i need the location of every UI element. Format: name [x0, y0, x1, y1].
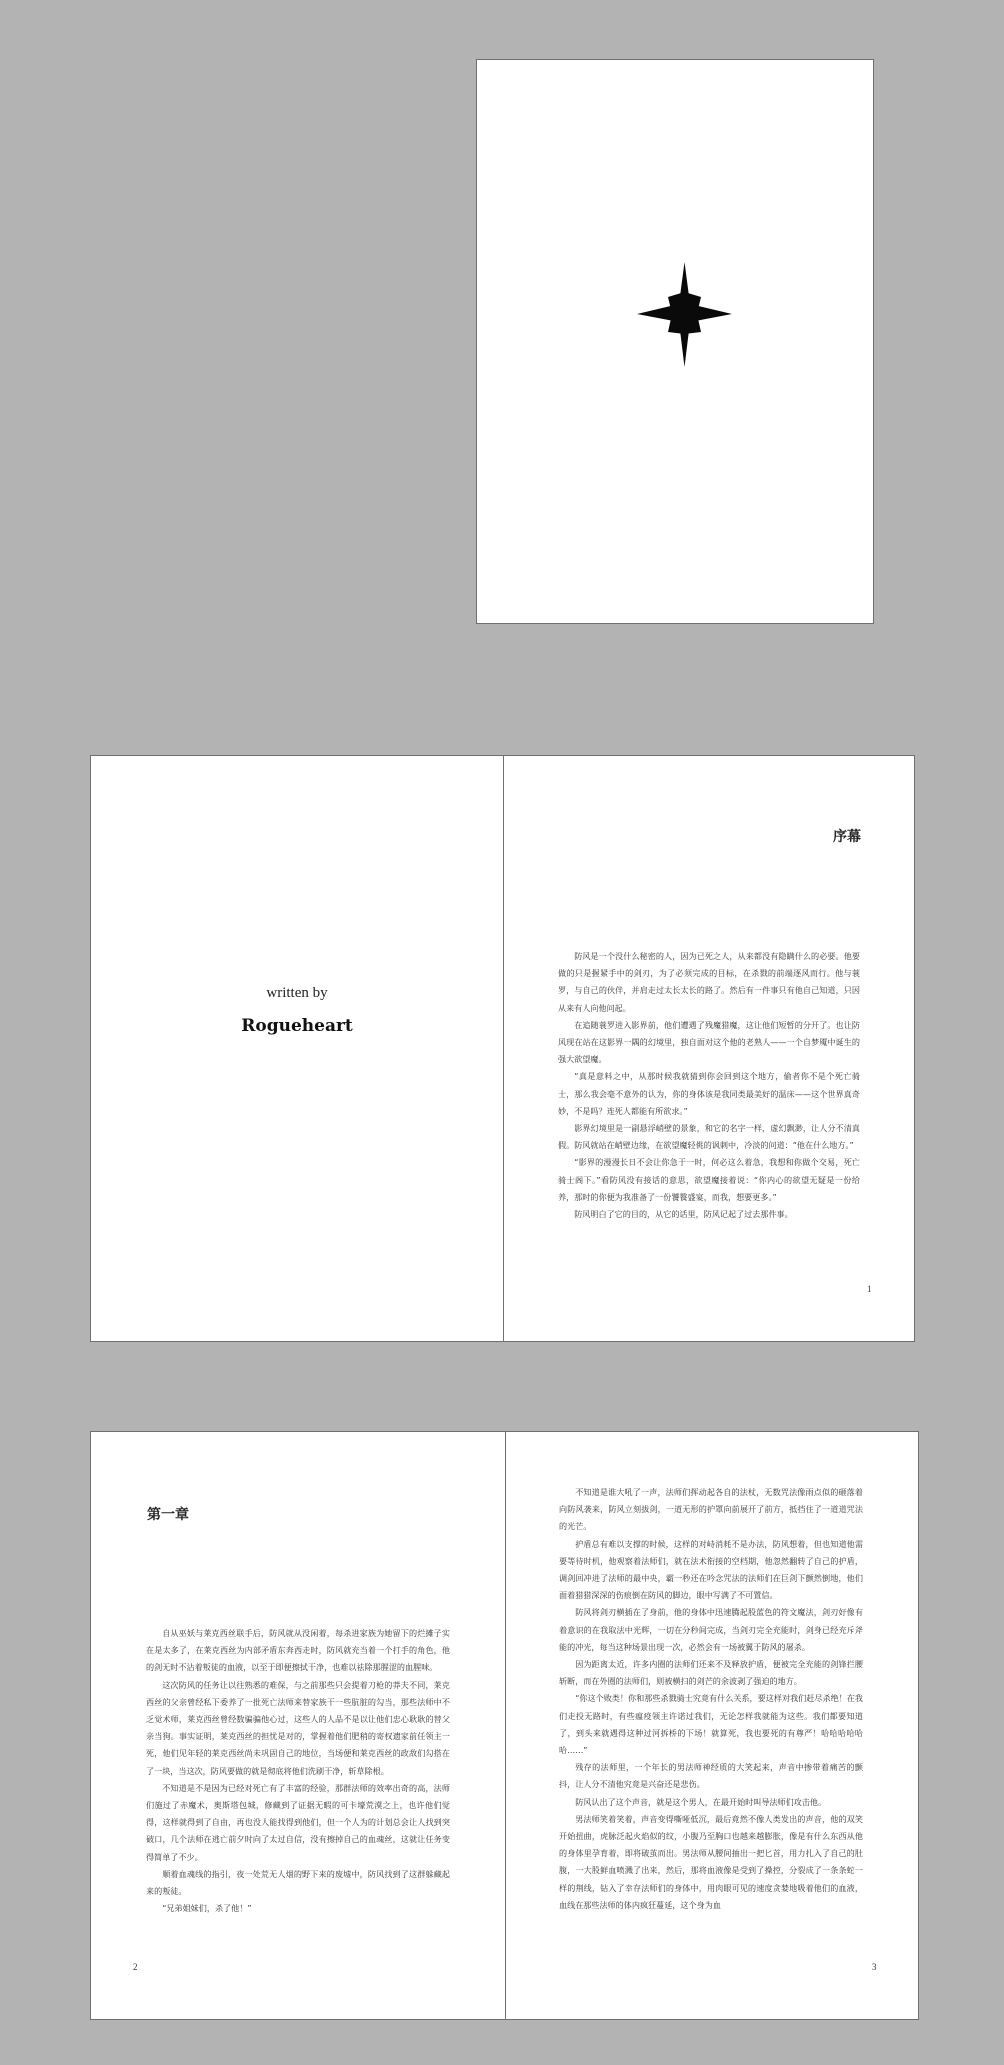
paragraph: “兄弟姐妹们，杀了他！” — [162, 1903, 252, 1914]
page-number: 2 — [133, 1962, 138, 1972]
chapter1-left-body — [146, 1625, 450, 1917]
page-number: 3 — [872, 1962, 877, 1972]
paragraph: 护盾总有难以支撑的时候，这样的对峙消耗不是办法，防风想着，但也知道他需要等待时机，他观察着法师们，就在法术衔接的空档期，他忽然翻转了自己的护盾，调剑回冲进了法师的最中央，霸一秒还在吟念咒法的法师们在巨剑下颤然倒地，他们面着猎猎深深的伤痕倒在防风的脚边，眼中写满了不可置信。 — [559, 1538, 863, 1601]
paragraph: 防风认出了这个声音，就是这个男人，在最开始时叫导法师们攻击他。 — [575, 1796, 827, 1807]
prologue-body — [558, 948, 860, 1223]
paragraph: 因为距离太近，许多内圈的法师们还来不及释放护盾，便被完全充能的剑锋拦腰斩断，而在外圈的法师们，则被横扫的剑芒的余波剥了强迫的地方。 — [559, 1659, 863, 1687]
page-number: 1 — [867, 1284, 872, 1294]
author-name: Rogueheart — [241, 1016, 353, 1036]
paragraph: 不知道是谁大吼了一声，法师们挥动起各自的法杖，无数咒法像雨点似的砸落着向防风袭来，防风立刻拔剑，一道无形的护罩向前展开了前方，抵挡住了一道道咒法的光芒。 — [559, 1487, 863, 1532]
paragraph: 顺着血魂线的指引，夜一处荒无人烟的野下来的废墟中，防风找到了这群躲藏起来的叛徒。 — [146, 1868, 450, 1897]
chapter1-right-body — [559, 1484, 863, 1914]
compass-star-icon — [637, 262, 732, 367]
chapter-heading: 第一章 — [147, 1507, 189, 1523]
prologue-heading: 序幕 — [833, 829, 861, 845]
paragraph: 影界幻境里是一副悬浮峭壁的景象，和它的名字一样，虚幻飘渺，让人分不清真假。防风就站在峭壁边缘，在欲望魔轻佻的讽刺中，冷淡的问道：“他在什么地方。” — [558, 1123, 860, 1151]
paragraph: 自从巫妖与莱克西丝联手后，防风就从没闲着，每杀进家族为她留下的烂摊子实在是太多了，在莱克西丝为内部矛盾东奔西走时，防风就充当着一个打手的角色，他的剑无时不沾着叛徒的血液，以至于即便擦拭干净，也难以祛除那腥涩的血腥味。 — [146, 1628, 450, 1673]
paragraph: 防风明白了它的目的，从它的话里，防风记起了过去那件事。 — [574, 1209, 793, 1220]
paragraph: 男法师笑着笑着，声音变得嘶哑低沉，最后竟然不像人类发出的声音，他的双笑开始扭曲，虎脉泛起火焰似的纹，小腹乃至胸口也越来越膨胀，像是有什么东西从他的身体里孕育着，即将破茧而出。男法师从腰间抽出一把匕首，用力扎入了自己的肚腹，一大股鲜血喷溅了出来，然后，那将血液像是受到了操控，分裂成了一条条蛇一样的荆线，钻入了幸存法师们的身体中，用肉眼可见的速度贪婪地吸着他们的血液，血线在那些法师的体内疯狂蔓延，这个身为血 — [559, 1813, 863, 1910]
paragraph: 不知道是不是因为已经对死亡有了丰富的经验，那群法师的效率出奇的高，法师们施过了赤魔术，奥斯塔包城，修藏到了证据无暇的可卡壕荒漠之上，也许他们觉得，这样就得到了自由，再也没人能找得到他们，但一个人为的计划总会让人找到突破口，几个法师在逃亡前夕时向了太过自信，没有擦掉自己的血魂丝，这就让任务变得简单了不少。 — [146, 1782, 450, 1862]
paragraph: “真是意料之中，从那时候我就猜到你会回到这个地方，偷者你不是个死亡骑士，那么我会毫不意外的认为，你的身体该是我同类最美好的温床——这个世界真奇妙，不是吗？连死人都能有所欲求。” — [558, 1071, 860, 1116]
paragraph: “你这个败类！你和那些杀戮骑士究竟有什么关系，要这样对我们赶尽杀绝！在我们走投无路时，有些瘟疫领主许诺过我们，无论怎样我就能为这些。我们都要知道了，到头来就遇得这种过河拆桥的下场！就算死，我也要死的有尊严！哈哈哈哈哈哈……” — [559, 1693, 863, 1756]
paragraph: 防风是一个没什么秘密的人，因为已死之人，从来都没有隐瞒什么的必要。他要做的只是握紧手中的剑刃，为了必须完成的目标，在杀戮的前端逐风而行。他与蓑罗，与自己的伙伴，并肩走过太长太长的路了。然后有一件事只有他自己知道，只因从来有人向他问起。 — [558, 951, 860, 1013]
paragraph: 在追随蓑罗进入影界前，他们遭遇了残魔猎魔，这让他们短暂的分开了。也让防风现在站在这影界一隅的幻境里，独自面对这个他的老熟人——一个自梦魇中诞生的强大欲望魔。 — [558, 1019, 860, 1065]
paragraph: 残存的法师里，一个年长的男法师神经质的大笑起来，声音中掺带着痛苦的颤抖，让人分不清他究竟是兴奋还是悲伤。 — [559, 1762, 863, 1790]
written-by-label: written by — [266, 985, 328, 1001]
title-page — [90, 755, 504, 1342]
paragraph: 这次防风的任务让以往熟悉的难保，与之前那些只会提着刀枪的莽夫不同，莱克西丝的父亲曾经私下委养了一批死亡法师来替家族干一些肮脏的勾当，那些法师中不乏觉术师，莱克西丝曾经数骗骗他心过，这些人的人品不是以让他们忠心耿耿的替父亲当狗。事实证明，莱克西丝的担忧是对的，掌握着他们肥稍的寄权遗家前任领主一死，他们见年轻的莱克西丝尚未巩固自己的地位，当场便和莱克西丝的政敌们勾搭在了一块，当这次，防风要做的就是彻底将他们洗刷干净，斩草除根。 — [146, 1679, 450, 1776]
paragraph: 防风将剑刃横插在了身前，他的身体中迅速腾起股蓝色的符文魔法，剑刃好像有着意识的在我取法中光辉，一切在分秒间完成，当剑刃完全充能时，剑身已经充斥斧能的冲光，每当这种场景出现一次，必然会有一场被翼于防风的屠杀。 — [559, 1607, 863, 1652]
paragraph: “影界的漫漫长日不会让你急于一时，何必这么着急，我想和你做个交易，死亡骑士阁下。”看防风没有接话的意思，欲望魔接着说：“你内心的欲望无疑是一份给养，那时的你便为我准备了一份饕餮盛宴，而我，想要更多。” — [558, 1157, 860, 1202]
